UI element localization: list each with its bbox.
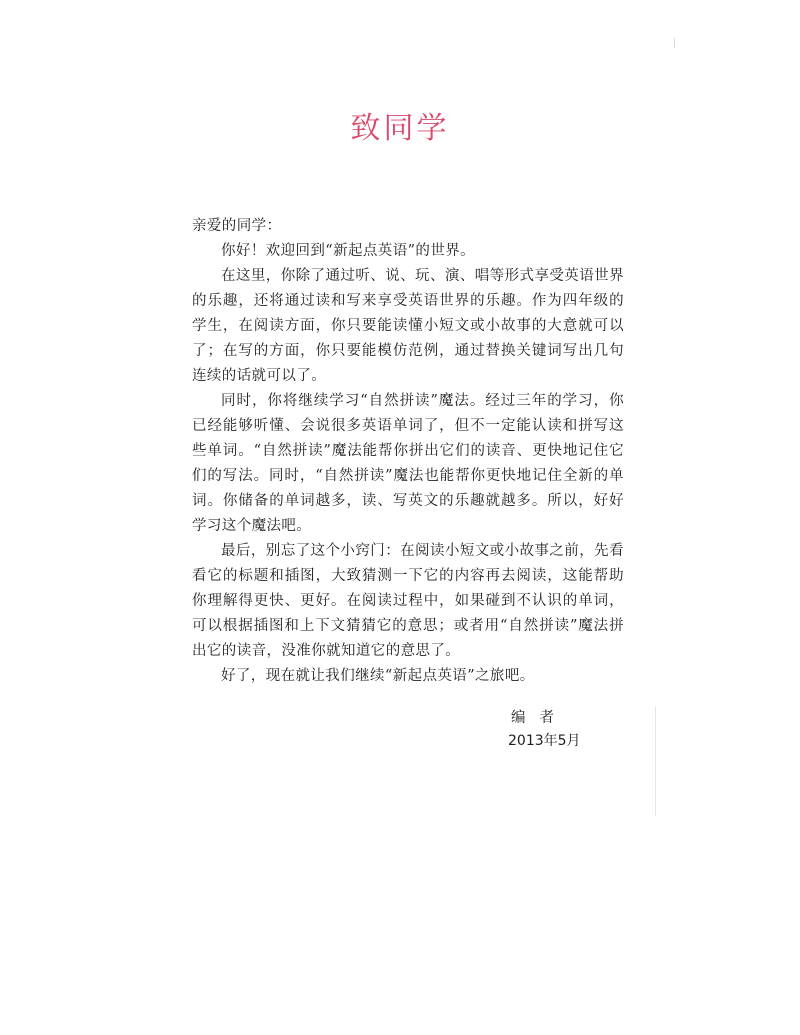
scan-artifact-top	[674, 38, 675, 48]
signature-author: 编者	[511, 710, 568, 726]
paragraph-phonics: 同时，你将继续学习“自然拼读”魔法。经过三年的学习，你已经能够听懂、会说很多英语单词了，但不一定能认读和拼写这些单词。“自然拼读”魔法能帮你拼出它们的读音、更快地记住它们的写法。同时，“自然拼读”魔法也能帮你更快地记住全新的单词。你储备的单词越多，读、写英文的乐趣就越多。所以，好好学习这个魔法吧。	[192, 393, 624, 534]
paragraph-tips: 最后，别忘了这个小窍门：在阅读小短文或小故事之前，先看看它的标题和插图，大致猜测一下它的内容再去阅读，这能帮助你理解得更快、更好。在阅读过程中，如果碰到不认识的单词，可以根据插图和上下文猜猜它的意思；或者用“自然拼读”魔法拼出它的读音，没准你就知道它的意思了。	[192, 543, 624, 659]
page-title: 致同学	[350, 111, 450, 146]
paragraph-closing: 好了，现在就让我们继续“新起点英语”之旅吧。	[221, 668, 535, 684]
letter-body	[192, 214, 624, 689]
scan-artifact-edge	[655, 706, 656, 816]
signature-date: 2013年5月	[508, 733, 581, 749]
greeting: 亲爱的同学：	[192, 218, 282, 234]
paragraph-reading-writing: 在这里，你除了通过听、说、玩、演、唱等形式享受英语世界的乐趣，还将通过读和写来享受英语世界的乐趣。作为四年级的学生，在阅读方面，你只要能读懂小短文或小故事的大意就可以了；在写的方面，你只要能模仿范例，通过替换关键词写出几句连续的话就可以了。	[192, 268, 624, 384]
paragraph-welcome: 你好！欢迎回到“新起点英语”的世界。	[221, 243, 476, 259]
